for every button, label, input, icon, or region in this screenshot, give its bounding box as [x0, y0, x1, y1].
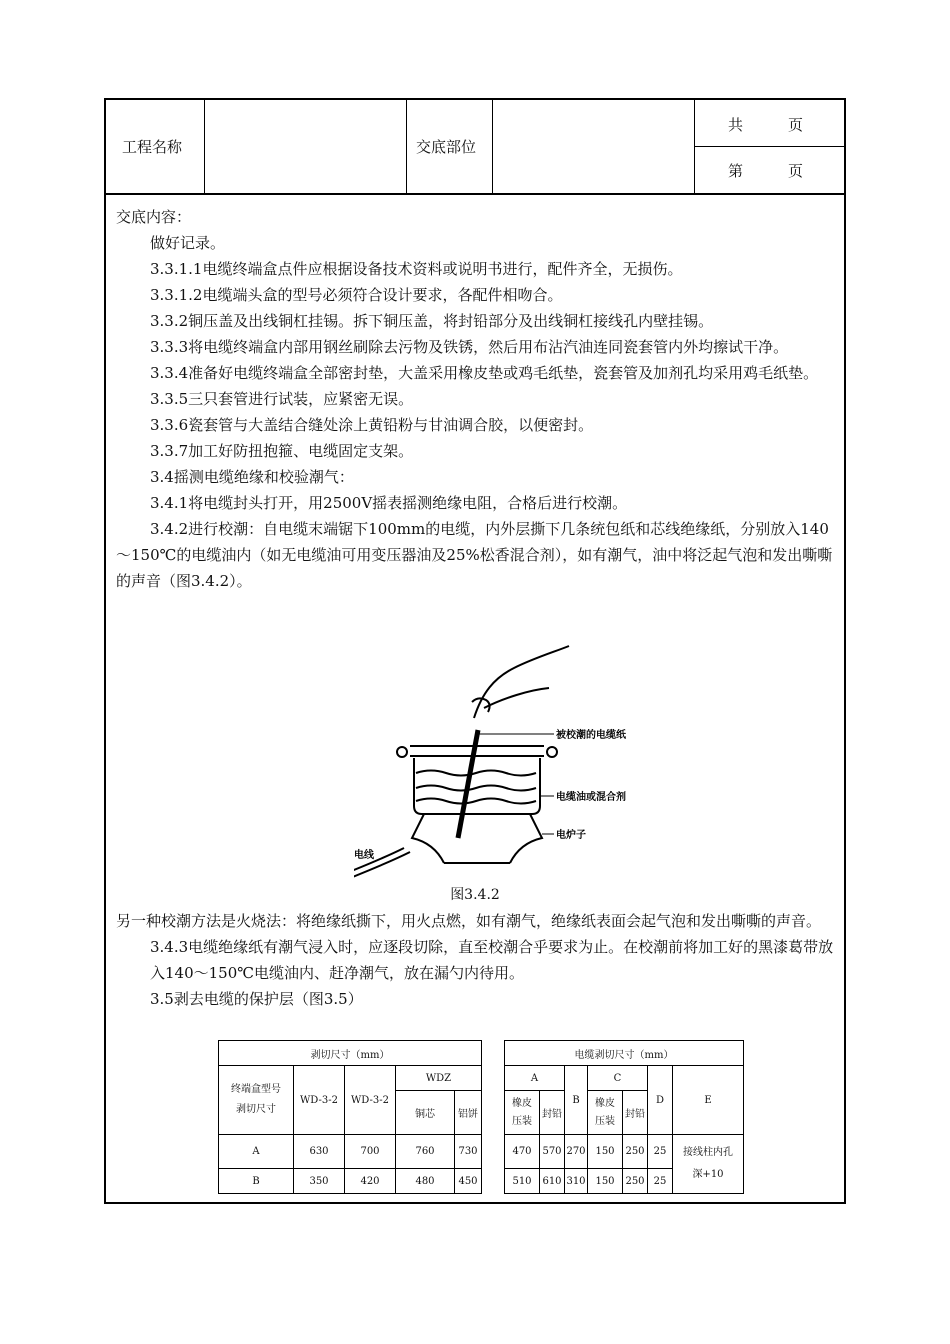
stripping-dimension-table	[218, 1040, 744, 1194]
table-seal-lead-header-c: 封铅	[623, 1091, 648, 1135]
table-wd1-header: WD-3-2	[294, 1066, 345, 1135]
table-cell: 760	[396, 1135, 455, 1169]
table-wdz-header: WDZ	[396, 1066, 482, 1091]
content-body-2	[116, 908, 838, 1012]
paragraph: 3.3.1.2电缆端头盒的型号必须符合设计要求，各配件相吻合。	[150, 286, 563, 304]
label-stove: 电炉子	[556, 830, 586, 841]
table-cell: 630	[294, 1135, 345, 1169]
table-e-value: 接线柱内孔 深+10	[673, 1135, 744, 1194]
table-left-title: 剥切尺寸（mm）	[219, 1041, 482, 1066]
table-b-header: B	[565, 1066, 588, 1135]
content-label: 交底内容：	[116, 208, 192, 226]
table-cell: 420	[345, 1169, 396, 1194]
paragraph: 3.4.1将电缆封头打开，用2500V摇表摇测绝缘电阻，合格后进行校潮。	[150, 494, 628, 512]
table-cell: A	[219, 1135, 294, 1169]
project-name-label: 工程名称	[122, 138, 183, 156]
table-cell: 700	[345, 1135, 396, 1169]
paragraph: 另一种校潮方法是火烧法：将绝缘纸撕下，用火点燃，如有潮气，绝缘纸表面会起气泡和发出嘶嘶的声音。	[116, 912, 822, 930]
table-cell: B	[219, 1169, 294, 1194]
label-cable-oil: 电缆油或混合剂	[556, 792, 626, 803]
table-right-title: 电缆剥切尺寸（mm）	[505, 1041, 744, 1066]
paragraph: 3.4.2进行校潮：自电缆末端锯下100mm的电缆，内外层撕下几条统包纸和芯线绝缘纸，分别放入140～150℃的电缆油内（如无电缆油可用变压器油及25%松香混合剂），如有潮气，油中将泛起气泡和发出嘶嘶的声音（图3.4.2）。	[116, 520, 833, 590]
table-lead-cake-header: 铝饼	[455, 1091, 482, 1135]
paragraph: 3.4.3电缆绝缘纸有潮气浸入时，应逐段切除，直至校潮合乎要求为止。在校潮前将加工好的黑漆葛带放入140～150℃电缆油内、赶净潮气，放在漏勺内待用。	[150, 938, 834, 982]
paragraph: 3.3.5三只套管进行试装，应紧密无误。	[150, 390, 414, 408]
table-copper-header: 铜芯	[396, 1091, 455, 1135]
table-cell: 25	[648, 1135, 673, 1169]
table-cell: 150	[588, 1135, 623, 1169]
table-cell: 470	[505, 1135, 540, 1169]
form-frame	[104, 98, 846, 1204]
table-cell: 730	[455, 1135, 482, 1169]
paragraph: 做好记录。	[150, 234, 226, 252]
table-cell: 450	[455, 1169, 482, 1194]
table-cell: 480	[396, 1169, 455, 1194]
table-cell: 25	[648, 1169, 673, 1194]
paragraph: 3.3.2铜压盖及出线铜杠挂锡。拆下铜压盖，将封铅部分及出线铜杠接线孔内壁挂锡。	[150, 312, 714, 330]
figure-caption: 图3.4.2	[450, 887, 500, 903]
total-pages: 共 页	[728, 116, 804, 134]
table-cell: 570	[540, 1135, 565, 1169]
table-cell: 510	[505, 1169, 540, 1194]
content-body	[116, 204, 838, 594]
table-rubber-header: 橡皮 压装	[505, 1091, 540, 1135]
header-row	[106, 100, 844, 195]
paragraph: 3.4摇测电缆绝缘和校验潮气：	[150, 468, 354, 486]
table-cell: 270	[565, 1135, 588, 1169]
page-number: 第 页	[728, 162, 804, 180]
location-label: 交底部位	[416, 138, 477, 156]
table-cell: 250	[623, 1135, 648, 1169]
table-cell: 150	[588, 1169, 623, 1194]
table-e-header: E	[673, 1066, 744, 1135]
label-wire: 电线	[354, 850, 374, 861]
table-cell: 250	[623, 1169, 648, 1194]
moisture-test-illustration	[354, 638, 644, 878]
table-seal-lead-header: 封铅	[540, 1091, 565, 1135]
table-cell: 310	[565, 1169, 588, 1194]
table-c-header: C	[588, 1066, 648, 1091]
table-cell: 610	[540, 1169, 565, 1194]
paragraph: 3.3.6瓷套管与大盖结合缝处涂上黄铅粉与甘油调合胶，以便密封。	[150, 416, 594, 434]
paragraph: 3.3.4准备好电缆终端盒全部密封垫，大盖采用橡皮垫或鸡毛纸垫，瓷套管及加剂孔均采用鸡毛纸垫。	[150, 364, 819, 382]
table-wd2-header: WD-3-2	[345, 1066, 396, 1135]
paragraph: 3.3.7加工好防扭抱箍、电缆固定支架。	[150, 442, 414, 460]
paragraph: 3.3.1.1电缆终端盒点件应根据设备技术资料或说明书进行，配件齐全，无损伤。	[150, 260, 683, 278]
label-cable-paper: 被校潮的电缆纸	[556, 730, 626, 741]
table-a-header: A	[505, 1066, 565, 1091]
paragraph: 3.3.3将电缆终端盒内部用钢丝刷除去污物及铁锈，然后用布沾汽油连同瓷套管内外均擦试干净。	[150, 338, 789, 356]
table-rubber-header-c: 橡皮 压装	[588, 1091, 623, 1135]
table-d-header: D	[648, 1066, 673, 1135]
table-cell: 350	[294, 1169, 345, 1194]
table-type-header: 终端盒型号 剥切尺寸	[219, 1066, 294, 1135]
paragraph: 3.5剥去电缆的保护层（图3.5）	[150, 990, 363, 1008]
